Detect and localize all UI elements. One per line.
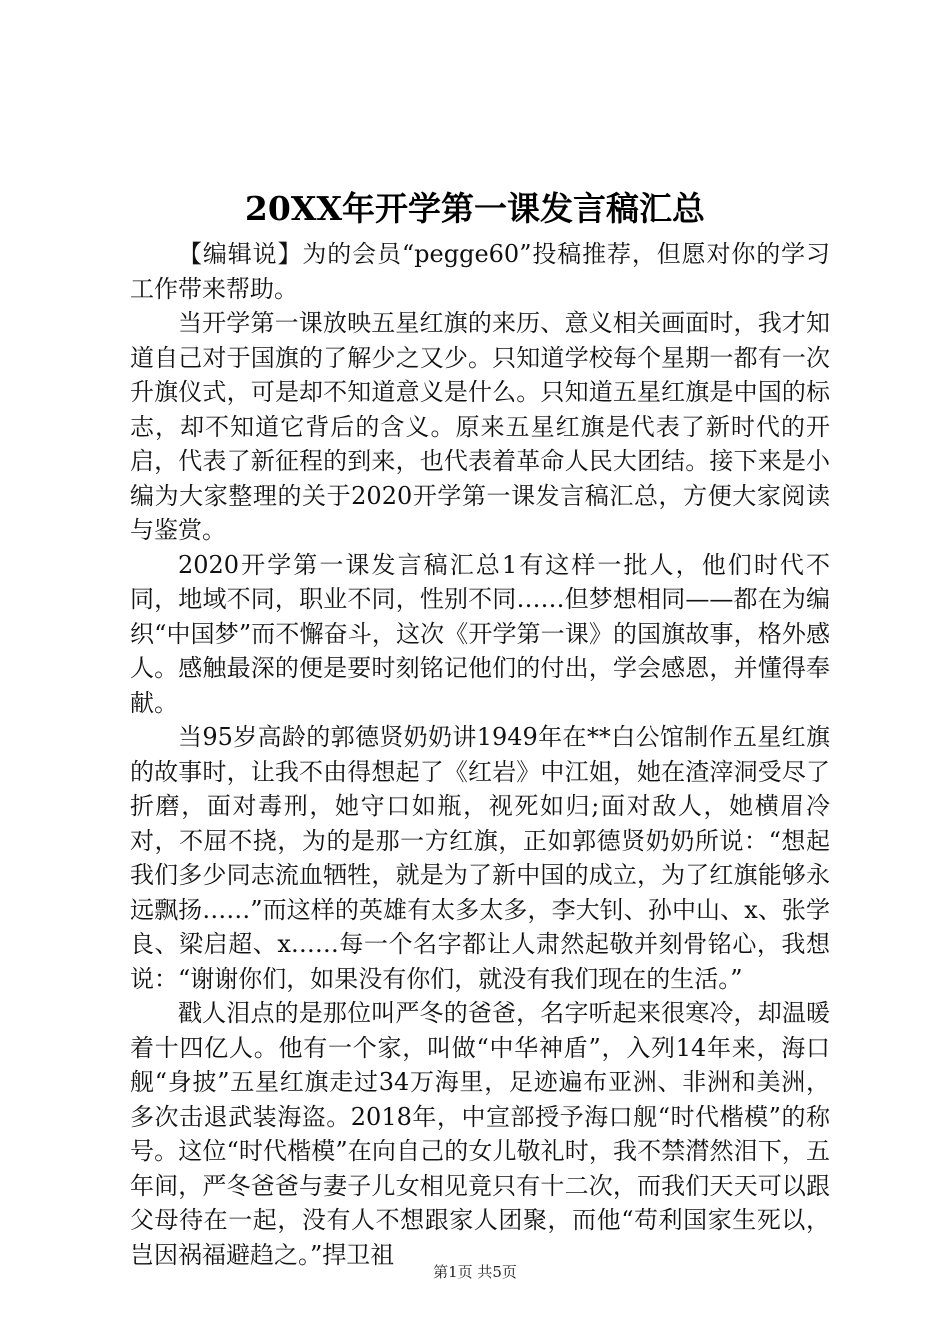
document-body — [130, 237, 830, 1272]
paragraph-speech-1: 2020开学第一课发言稿汇总1有这样一批人，他们时代不同，地域不同，职业不同，性别不同……但梦想相同——都在为编织“中国梦”而不懈奋斗，这次《开学第一课》的国旗故事，格外感人。感触最深的便是要时刻铭记他们的付出，学会感恩，并懂得奉献。 — [130, 550, 830, 717]
paragraph-guo-dexian: 当95岁高龄的郭德贤奶奶讲1949年在**白公馆制作五星红旗的故事时，让我不由得想起了《红岩》中江姐，她在渣滓洞受尽了折磨，面对毒刑，她守口如瓶，视死如归;面对敌人，她横眉冷对，不屈不挠，为的是那一方红旗，正如郭德贤奶奶所说：“想起我们多少同志流血牺牲，就是为了新中国的成立，为了红旗能够永远飘扬……”而这样的英雄有太多太多，李大钊、孙中山、x、张学良、梁启超、x……每一个名字都让人肃然起敬并刻骨铭心，我想说：“谢谢你们，如果没有你们，就没有我们现在的生活。” — [130, 723, 830, 993]
paragraph-editor-note: 【编辑说】为的会员“pegge60”投稿推荐，但愿对你的学习工作带来帮助。 — [130, 240, 830, 303]
paragraph-intro: 当开学第一课放映五星红旗的来历、意义相关画面时，我才知道自己对于国旗的了解少之又少。只知道学校每个星期一都有一次升旗仪式，可是却不知道意义是什么。只知道五星红旗是中国的标志，却不知道它背后的含义。原来五星红旗是代表了新时代的开启，代表了新征程的到来，也代表着革命人民大团结。接下来是小编为大家整理的关于2020开学第一课发言稿汇总，方便大家阅读与鉴赏。 — [130, 309, 830, 544]
document-title: 20XX年开学第一课发言稿汇总 — [244, 189, 706, 228]
page-number-footer: 第1页 共5页 — [433, 1263, 517, 1281]
paragraph-yan-dong: 戳人泪点的是那位叫严冬的爸爸，名字听起来很寒冷，却温暖着十四亿人。他有一个家，叫做“中华神盾”，入列14年来，海口舰“身披”五星红旗走过34万海里，足迹遍布亚洲、非洲和美洲，多次击退武装海盗。2018年，中宣部授予海口舰“时代楷模”的称号。这位“时代楷模”在向自己的女儿敬礼时，我不禁潸然泪下，五年间，严冬爸爸与妻子儿女相见竟只有十二次，而我们天天可以跟父母待在一起，没有人不想跟家人团聚，而他“苟利国家生死以，岂因祸福避趋之。”捍卫祖 — [130, 999, 830, 1269]
